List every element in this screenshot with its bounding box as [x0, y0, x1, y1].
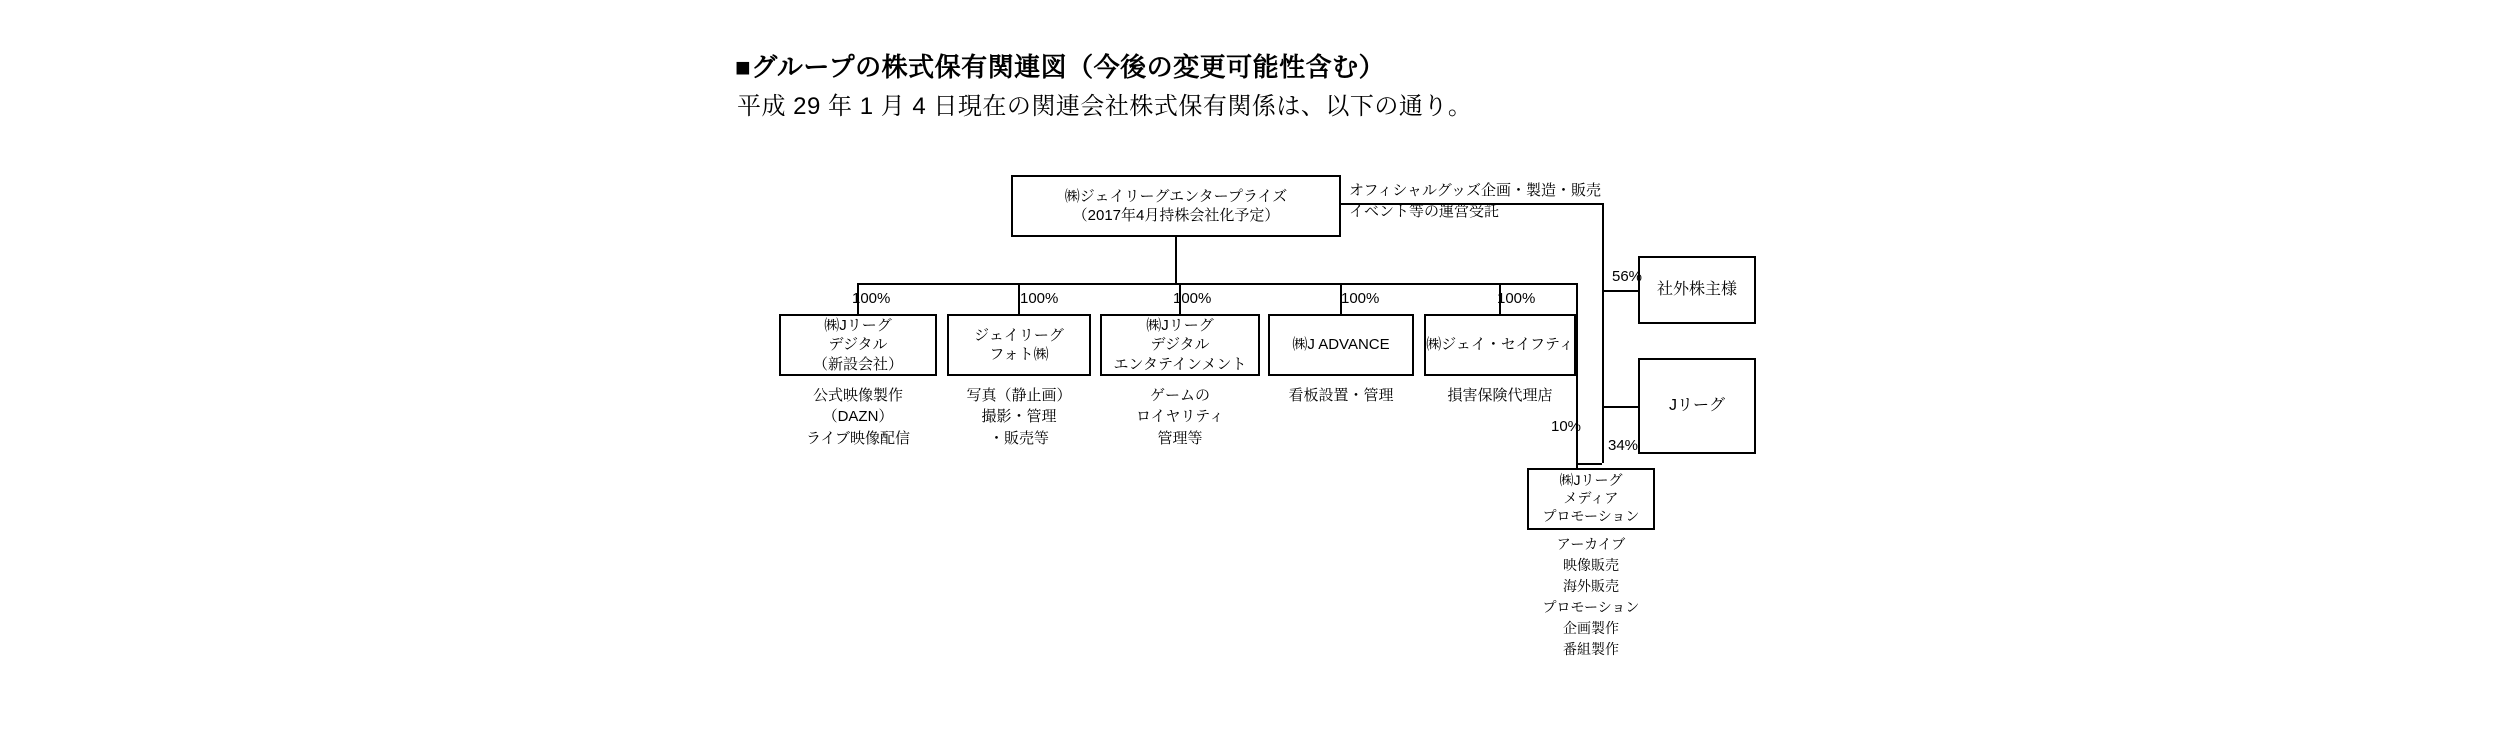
node-holding-company-line1: ㈱ジェイリーグエンタープライズ [1064, 187, 1288, 205]
connector-holding-to-media [1576, 283, 1578, 468]
node-jleague-digital-line2: デジタル [828, 336, 888, 354]
node-jleague[interactable] [1638, 358, 1756, 454]
node-jleague-digital-line3: （新設会社） [812, 355, 903, 373]
note-digital-entertainment-line2: ロイヤリティ [1135, 408, 1225, 426]
node-jleague-photo[interactable] [947, 314, 1091, 376]
note-digital-entertainment-line1: ゲームの [1149, 387, 1210, 404]
note-jleague-photo [947, 385, 1091, 449]
connector-to-jleague [1602, 406, 1640, 408]
pct-outside-shareholders: 56% [1612, 268, 1643, 285]
page-title: ■グループの株式保有関連図（今後の変更可能性含む） [735, 52, 1386, 82]
node-jleague-digital-line1: ㈱Jリーグ [824, 317, 892, 335]
note-media-promotion [1510, 534, 1672, 660]
pct-digital: 100% [852, 290, 891, 307]
note-jleague-photo-line2: 撮影・管理 [981, 408, 1057, 426]
note-jleague-digital-line1: 公式映像製作 [812, 387, 903, 404]
node-j-safety[interactable] [1424, 314, 1576, 376]
node-outside-shareholders-line1: 社外株主様 [1656, 280, 1737, 298]
node-digital-entertainment-line3: エンタテインメント [1113, 355, 1247, 373]
pct-safety: 100% [1497, 290, 1536, 307]
node-outside-shareholders[interactable] [1638, 256, 1756, 324]
connector-holding-stem [1175, 237, 1177, 283]
node-jleague-line1: Jリーグ [1668, 396, 1725, 414]
note-jleague-digital [779, 385, 937, 449]
node-media-promotion[interactable] [1527, 468, 1655, 530]
node-jleague-photo-line1: ジェイリーグ [974, 326, 1064, 344]
node-holding-company[interactable] [1011, 175, 1341, 237]
connector-owner-spine [1602, 203, 1604, 463]
note-holding-company-line2: イベント等の運営受託 [1349, 203, 1500, 221]
note-media-promotion-line2: 映像販売 [1563, 557, 1619, 573]
connector-jleague-to-media [1576, 463, 1602, 465]
note-media-promotion-line5: 企画製作 [1563, 620, 1619, 636]
note-jleague-digital-line2: （DAZN） [822, 408, 894, 426]
node-media-promotion-line3: プロモーション [1542, 507, 1640, 524]
note-j-advance-line1: 看板設置・管理 [1288, 387, 1394, 404]
node-digital-entertainment-line2: デジタル [1150, 336, 1210, 354]
pct-media-from-holding: 10% [1551, 418, 1582, 435]
node-digital-entertainment-line1: ㈱Jリーグ [1146, 317, 1214, 335]
note-jleague-photo-line1: 写真（静止画） [966, 387, 1072, 404]
note-j-safety [1424, 385, 1576, 406]
note-holding-company-line1: オフィシャルグッズ企画・製造・販売 [1349, 182, 1602, 199]
note-digital-entertainment-line3: 管理等 [1157, 429, 1203, 447]
node-j-advance-line1: ㈱J ADVANCE [1292, 336, 1390, 354]
note-j-safety-line1: 損害保険代理店 [1447, 387, 1553, 404]
connector-bus [857, 283, 1576, 285]
node-media-promotion-line1: ㈱Jリーグ [1559, 472, 1623, 489]
note-media-promotion-line4: プロモーション [1542, 599, 1640, 615]
pct-photo: 100% [1020, 290, 1059, 307]
page-subtitle: 平成 29 年 1 月 4 日現在の関連会社株式保有関係は、以下の通り。 [737, 93, 1473, 120]
connector-to-outside-shareholders [1602, 290, 1640, 292]
note-media-promotion-line6: 番組製作 [1563, 641, 1619, 657]
node-jleague-photo-line2: フォト㈱ [989, 346, 1049, 363]
note-holding-company [1349, 180, 1601, 223]
node-jleague-digital[interactable] [779, 314, 937, 376]
node-digital-entertainment[interactable] [1100, 314, 1260, 376]
note-jleague-digital-line3: ライブ映像配信 [805, 429, 911, 447]
note-media-promotion-line1: アーカイブ [1556, 536, 1626, 552]
node-media-promotion-line2: メディア [1563, 490, 1619, 507]
pct-digital-entertainment: 100% [1173, 290, 1212, 307]
note-digital-entertainment [1100, 385, 1260, 449]
note-media-promotion-line3: 海外販売 [1563, 578, 1619, 594]
node-j-advance[interactable] [1268, 314, 1414, 376]
pct-advance: 100% [1341, 290, 1380, 307]
node-holding-company-line2: （2017年4月持株会社化予定） [1072, 207, 1280, 224]
note-j-advance [1268, 385, 1414, 406]
pct-jleague: 34% [1608, 437, 1639, 454]
note-jleague-photo-line3: ・販売等 [988, 429, 1049, 447]
node-j-safety-line1: ㈱ジェイ・セイフティ [1426, 336, 1574, 354]
